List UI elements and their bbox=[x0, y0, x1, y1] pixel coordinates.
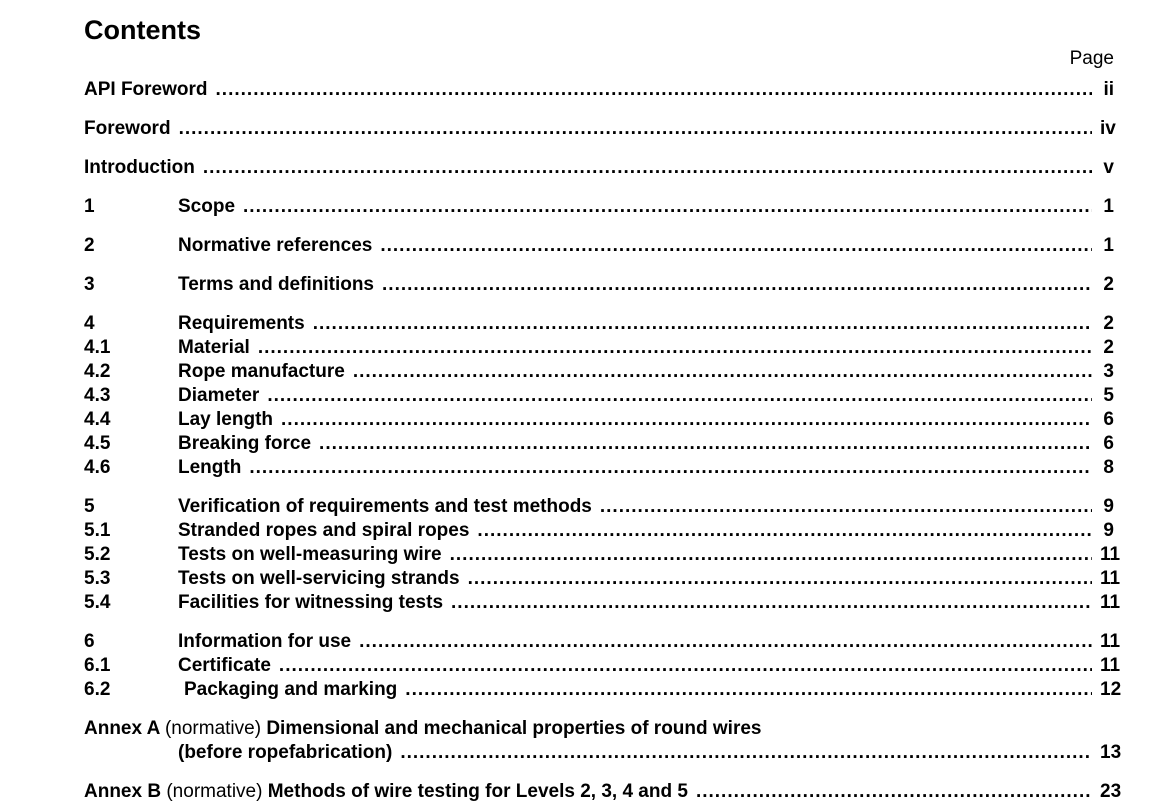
toc-number: 4.6 bbox=[84, 457, 111, 478]
toc-number: 6 bbox=[84, 631, 95, 652]
toc-number: 5.3 bbox=[84, 568, 111, 589]
dot-leader bbox=[468, 567, 1092, 591]
toc-entry-api-foreword[interactable] bbox=[84, 78, 1114, 102]
dot-leader bbox=[353, 360, 1092, 384]
dot-leader bbox=[258, 336, 1092, 360]
dot-leader bbox=[696, 780, 1092, 804]
toc-entry-5[interactable] bbox=[84, 495, 1114, 519]
toc-number: 2 bbox=[84, 235, 95, 256]
toc-number: 3 bbox=[84, 274, 95, 295]
toc-entry-5-3[interactable] bbox=[84, 567, 1121, 591]
dot-leader bbox=[243, 195, 1092, 219]
page-title: Contents bbox=[84, 15, 201, 45]
annex-title: Dimensional and mechanical properties of round wires bbox=[266, 718, 762, 739]
dot-leader bbox=[451, 591, 1092, 615]
toc-entry-3[interactable] bbox=[84, 273, 1114, 297]
dot-leader bbox=[279, 654, 1092, 678]
annex-title-continued: (before ropefabrication) bbox=[178, 742, 393, 763]
toc-label: Normative references bbox=[178, 235, 373, 256]
toc-label: Facilities for witnessing tests bbox=[178, 592, 444, 613]
annex-type: (normative) bbox=[164, 718, 262, 739]
toc-number: 5.1 bbox=[84, 520, 111, 541]
toc-label: Breaking force bbox=[178, 433, 312, 454]
toc-page: 11 bbox=[1100, 568, 1121, 589]
toc-label: Stranded ropes and spiral ropes bbox=[178, 520, 470, 541]
toc-page: 9 bbox=[1103, 520, 1114, 541]
toc-page: 11 bbox=[1100, 544, 1121, 565]
toc-entry-5-1[interactable] bbox=[84, 519, 1114, 543]
toc-label: Length bbox=[178, 457, 242, 478]
toc-page: 5 bbox=[1103, 385, 1114, 406]
toc-entry-foreword[interactable] bbox=[84, 117, 1114, 141]
toc-page: 11 bbox=[1100, 655, 1121, 676]
toc-entry-4-6[interactable] bbox=[84, 456, 1114, 480]
annex-heading bbox=[84, 717, 1114, 741]
toc-label: Introduction bbox=[84, 157, 195, 178]
toc-page: 2 bbox=[1103, 313, 1114, 334]
toc-label: Rope manufacture bbox=[178, 361, 345, 382]
toc-page: 12 bbox=[1100, 679, 1122, 700]
toc-entry-annex-b[interactable] bbox=[84, 780, 1122, 804]
dot-leader bbox=[216, 78, 1092, 102]
dot-leader bbox=[450, 543, 1092, 567]
toc-label: Material bbox=[178, 337, 250, 358]
dot-leader bbox=[380, 234, 1092, 258]
toc-number: 4.5 bbox=[84, 433, 111, 454]
toc-page: 6 bbox=[1103, 409, 1114, 430]
toc-page: 11 bbox=[1100, 631, 1121, 652]
dot-leader bbox=[179, 117, 1092, 141]
toc-page: 23 bbox=[1100, 781, 1122, 802]
toc-number: 4.4 bbox=[84, 409, 111, 430]
toc-label: Requirements bbox=[178, 313, 305, 334]
dot-leader bbox=[203, 156, 1092, 180]
toc-entry-5-2[interactable] bbox=[84, 543, 1121, 567]
toc-page: 3 bbox=[1103, 361, 1114, 382]
toc-entry-4-4[interactable] bbox=[84, 408, 1114, 432]
annex-title: Methods of wire testing for Levels 2, 3, 4 and 5 bbox=[267, 781, 688, 802]
toc-page: 13 bbox=[1100, 742, 1122, 763]
toc-number: 5.2 bbox=[84, 544, 111, 565]
toc-entry-4-2[interactable] bbox=[84, 360, 1114, 384]
toc-page: v bbox=[1103, 157, 1114, 178]
toc-page: 1 bbox=[1103, 196, 1114, 217]
toc-page: iv bbox=[1100, 118, 1116, 139]
toc-entry-4[interactable] bbox=[84, 312, 1114, 336]
toc-number: 4 bbox=[84, 313, 95, 334]
toc-label: Foreword bbox=[84, 118, 171, 139]
toc-page: ii bbox=[1103, 79, 1114, 100]
toc-number: 6.2 bbox=[84, 679, 111, 700]
toc-entry-4-5[interactable] bbox=[84, 432, 1114, 456]
toc-label: Certificate bbox=[178, 655, 271, 676]
toc-page: 1 bbox=[1103, 235, 1114, 256]
toc-number: 5 bbox=[84, 496, 95, 517]
toc-label: Scope bbox=[178, 196, 236, 217]
annex-name: Annex A bbox=[84, 718, 160, 739]
toc-label: Information for use bbox=[178, 631, 352, 652]
dot-leader bbox=[267, 384, 1092, 408]
annex-heading bbox=[84, 780, 688, 804]
toc-label: Lay length bbox=[178, 409, 274, 430]
annex-type: (normative) bbox=[166, 781, 263, 802]
dot-leader bbox=[319, 432, 1092, 456]
dot-leader bbox=[600, 495, 1092, 519]
toc-label: Tests on well-servicing strands bbox=[178, 568, 460, 589]
toc-page: 6 bbox=[1103, 433, 1114, 454]
dot-leader bbox=[359, 630, 1092, 654]
toc-page: 2 bbox=[1103, 274, 1114, 295]
toc-entry-4-3[interactable] bbox=[84, 384, 1114, 408]
toc-label: Terms and definitions bbox=[178, 274, 375, 295]
toc-label: Diameter bbox=[178, 385, 260, 406]
toc-page: 2 bbox=[1103, 337, 1114, 358]
toc-page: 8 bbox=[1103, 457, 1114, 478]
toc-number: 5.4 bbox=[84, 592, 111, 613]
toc-number: 6.1 bbox=[84, 655, 111, 676]
toc-label: Tests on well-measuring wire bbox=[178, 544, 442, 565]
toc-entry-1[interactable] bbox=[84, 195, 1114, 219]
dot-leader bbox=[477, 519, 1092, 543]
dot-leader bbox=[405, 678, 1092, 702]
dot-leader bbox=[281, 408, 1092, 432]
table-of-contents bbox=[84, 78, 1122, 804]
toc-label: Packaging and marking bbox=[184, 679, 398, 700]
toc-page: 9 bbox=[1103, 496, 1114, 517]
dot-leader bbox=[313, 312, 1092, 336]
dot-leader bbox=[400, 741, 1092, 765]
toc-number: 4.1 bbox=[84, 337, 111, 358]
toc-entry-4-1[interactable] bbox=[84, 336, 1114, 360]
annex-continuation bbox=[84, 741, 1122, 765]
toc-number: 4.3 bbox=[84, 385, 111, 406]
dot-leader bbox=[249, 456, 1092, 480]
toc-entry-6[interactable] bbox=[84, 630, 1121, 654]
annex-name: Annex B bbox=[84, 781, 162, 802]
toc-entry-5-4[interactable] bbox=[84, 591, 1121, 615]
toc-entry-introduction[interactable] bbox=[84, 156, 1114, 180]
toc-entry-6-1[interactable] bbox=[84, 654, 1121, 678]
toc-entry-annex-a[interactable] bbox=[84, 717, 1122, 765]
toc-label: API Foreword bbox=[84, 79, 208, 100]
toc-entry-2[interactable] bbox=[84, 234, 1114, 258]
dot-leader bbox=[382, 273, 1092, 297]
page-column-header: Page bbox=[1069, 48, 1114, 69]
toc-label: Verification of requirements and test methods bbox=[178, 496, 592, 517]
toc-entry-6-2[interactable] bbox=[84, 678, 1122, 702]
toc-number: 4.2 bbox=[84, 361, 111, 382]
toc-number: 1 bbox=[84, 196, 95, 217]
toc-page: 11 bbox=[1100, 592, 1121, 613]
